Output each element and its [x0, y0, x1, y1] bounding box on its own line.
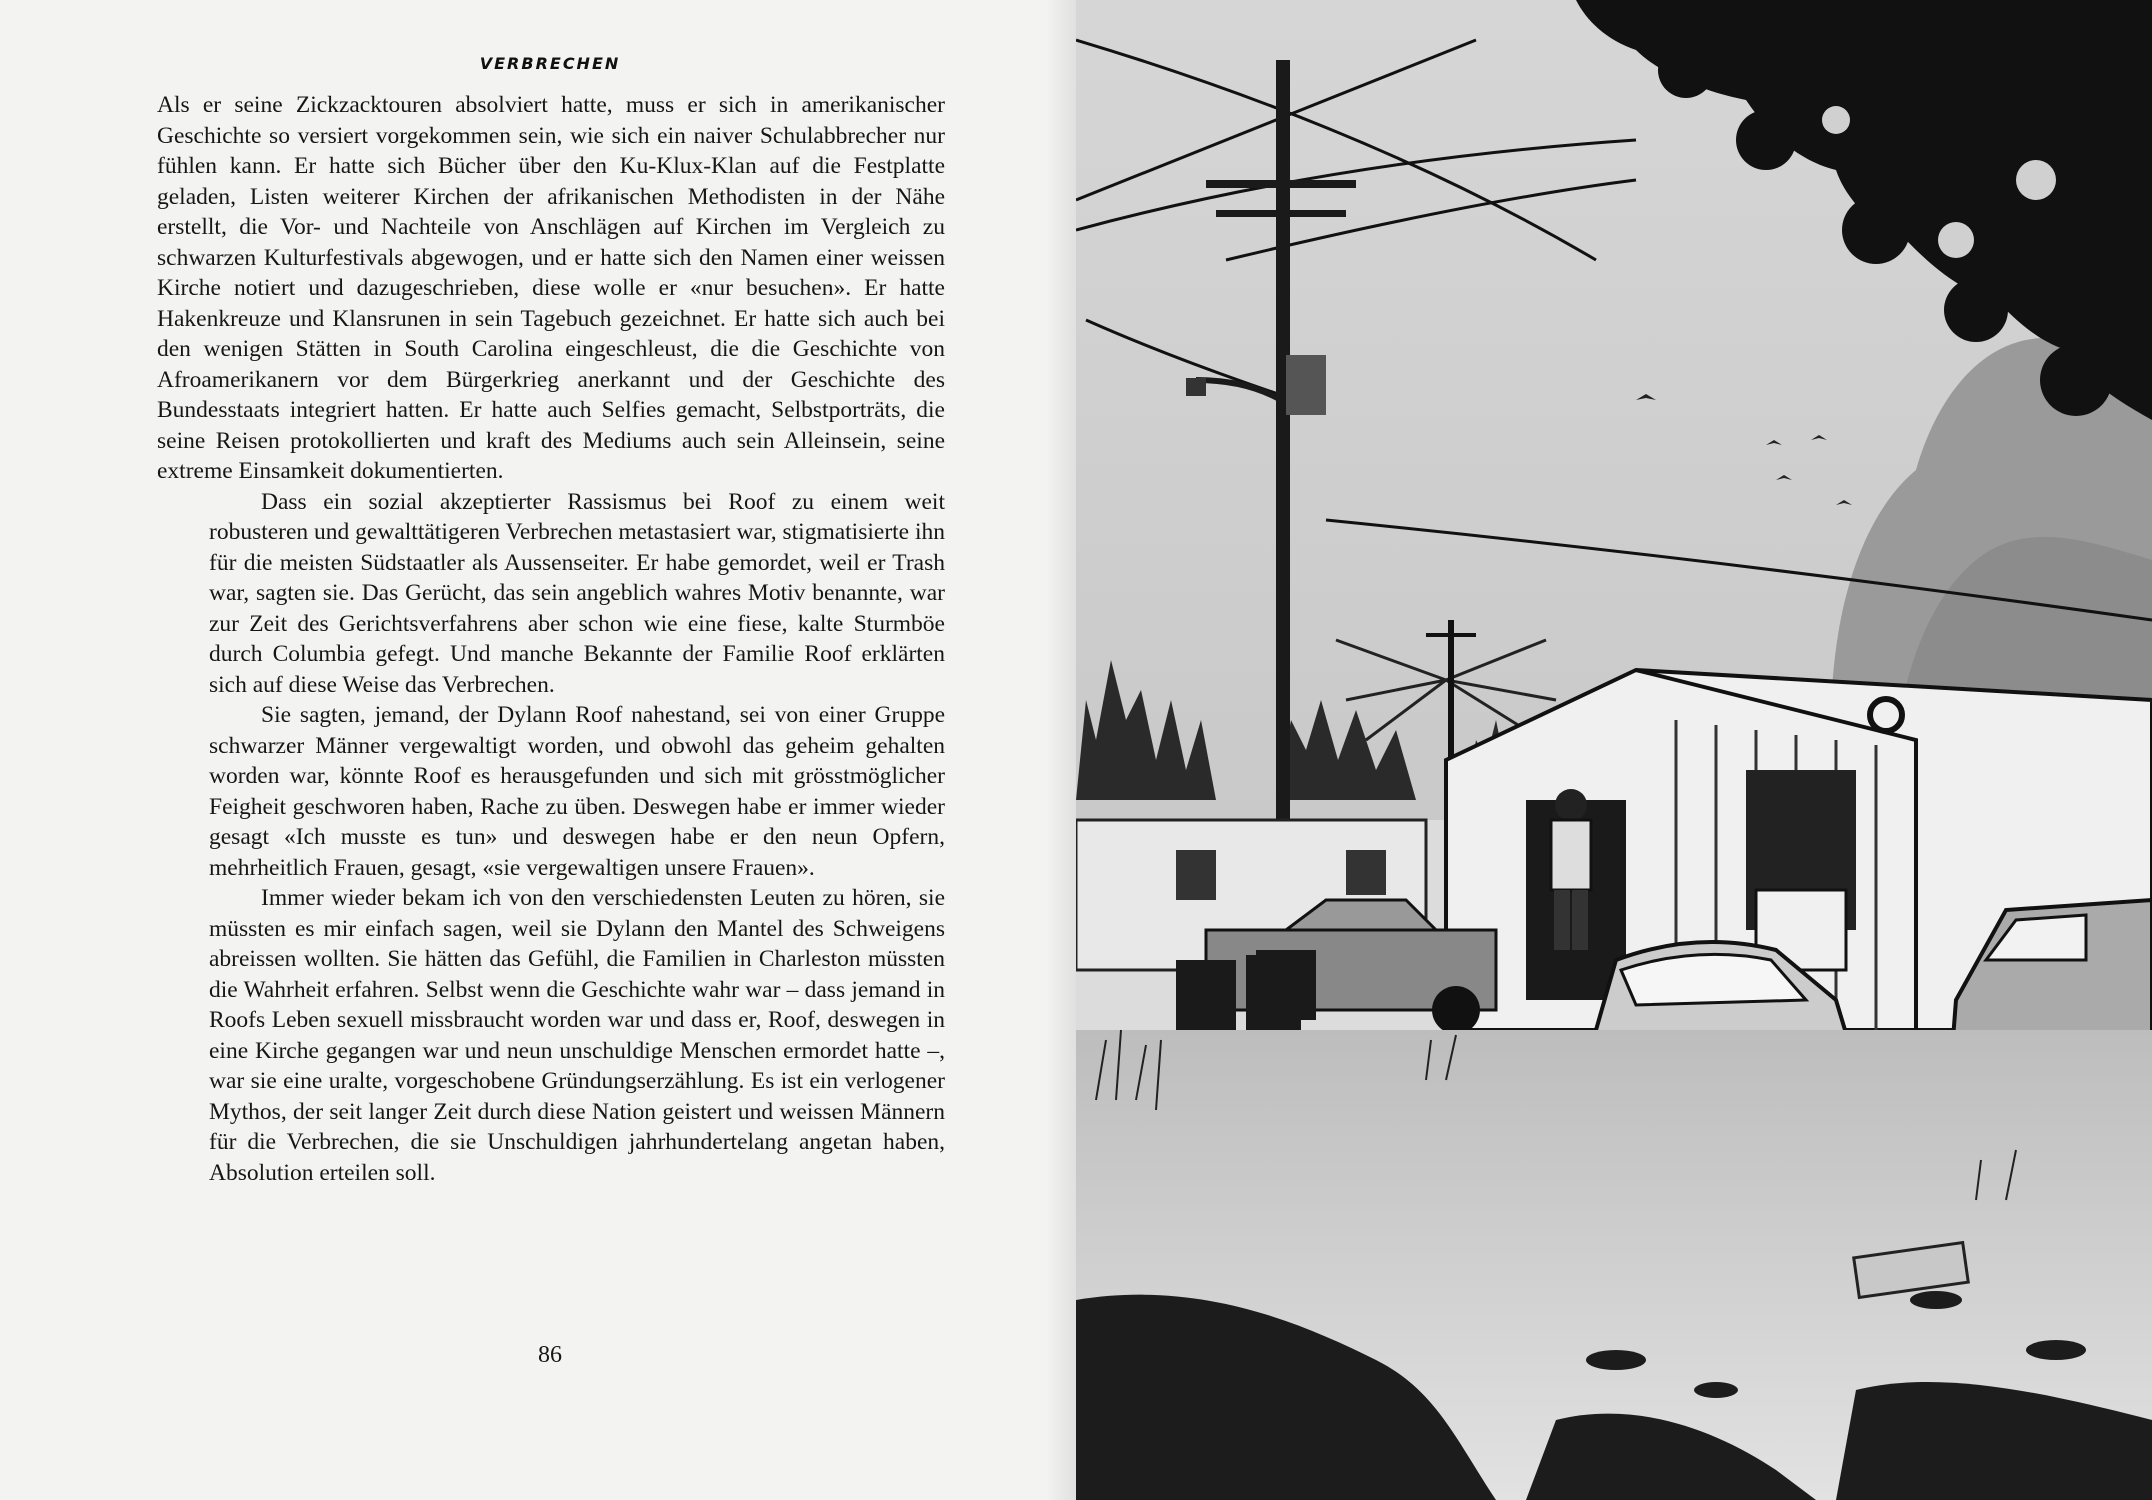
paragraph-2: Dass ein sozial akzeptierter Rassismus bei Roof zu einem weit robusteren und gewalttätigeren Verbrechen metastasiert war, stigmatisierte ihn für die meisten Südstaatler als Aussenseiter. Er habe gemordet, weil er Trash war, sagten sie. Das Gerücht, das sein angeblich wahres Motiv benannte, war zur Zeit des Gerichtsverfahrens aber schon wie eine fiese, kalte Sturmböe durch Columbia gefegt. Und manche Bekannte der Familie Roof erklärten sich auf diese Weise das Verbrechen.: [209, 488, 946, 698]
running-head: VERBRECHEN: [479, 54, 621, 73]
paragraph-4: Immer wieder bekam ich von den verschiedensten Leuten zu hören, sie müssten es mir einfach sagen, weil sie Dylann den Mantel des Schweigens abreissen wollten. Sie hätten das Gefühl, die Familien in Charleston müssten die Wahrheit erfahren. Selbst wenn die Geschichte wahr war – dass jemand in Roofs Leben sexuell missbraucht worden war und dass er, Roof, deswegen in eine Kirche gegangen war und neun unschuldige Menschen ermordet hatte –, war sie eine uralte, vorgeschobene Gründungserzählung. Es ist ein verlogener Mythos, der seit langer Zeit durch diese Nation geistert und weissen Männern für die Verbrechen, die sie Unschuldigen jahrhundertelang angetan haben, Absolution erteilen soll.: [209, 885, 945, 1186]
page-number: 86: [538, 1342, 562, 1368]
paragraph-1: Als er seine Zickzacktouren absolviert hatte, muss er sich in amerikanischer Geschichte so versiert vorgekommen sein, wie sich ein naiver Schulabbrecher nur fühlen kann. Er hatte sich Bücher über den Ku-Klux-Klan auf die Festplatte geladen, Listen weiterer Kirchen der afrikanischen Methodisten in der Nähe erstellt, die Vor- und Nachteile von Anschlägen auf Kirchen im Vergleich zu schwarzen Kulturfestivals abgewogen, und er hatte sich den Namen einer weissen Kirche notiert und dazugeschrieben, diese wolle er «nur besuchen». Er hatte Hakenkreuze und Klansrunen in sein Tagebuch gezeichnet. Er hatte sich auch bei den wenigen Stätten in South Carolina eingeschleust, die die Geschichte von Afroamerikanern vor dem Bürgerkrieg anerkannt und der Geschichte des Bundesstaats integriert hatten. Er hatte auch Selfies gemacht, Selbstporträts, die seine Reisen protokollierten und kraft des Mediums auch sein Alleinsein, seine extreme Einsamkeit dokumentierten.: [157, 92, 945, 484]
trailer-park-illustration: [1076, 0, 2152, 1500]
gutter-shadow: [1046, 0, 1076, 1500]
paragraph-3: Sie sagten, jemand, der Dylann Roof nahestand, sei von einer Gruppe schwarzer Männer vergewaltigt worden, und obwohl das geheim gehalten worden war, könnte Roof es herausgefunden und sich mit grösstmöglicher Feigheit geschworen haben, Rache zu üben. Deswegen habe er immer wieder gesagt «Ich musste es tun» und deswegen habe er den neun Opfern, mehrheitlich Frauen, gesagt, «sie vergewaltigen unsere Frauen».: [209, 702, 945, 881]
right-page-illustration: [1076, 0, 2152, 1500]
body-text: [157, 90, 945, 1188]
